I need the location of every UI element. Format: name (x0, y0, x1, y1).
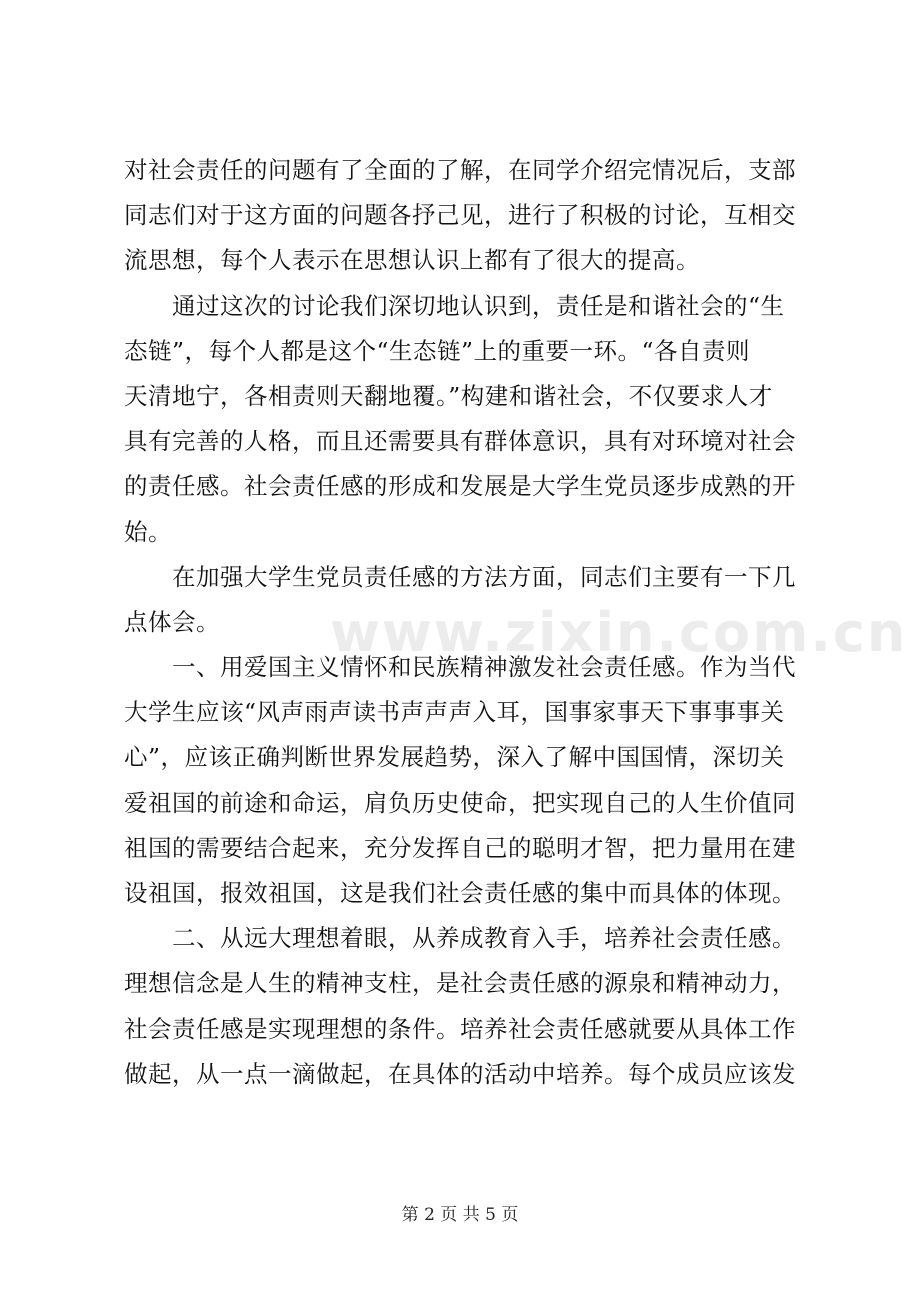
text-line: 具有完善的人格，而且还需要具有群体意识，具有对环境对社会 (124, 427, 796, 456)
text-line: 态链”，每个人都是这个“生态链”上的重要一环。“各自责则 (124, 336, 751, 365)
text-line: 爱祖国的前途和命运，肩负历史使命，把实现自己的人生价值同 (124, 788, 796, 817)
text-line: 理想信念是人生的精神支柱，是社会责任感的源泉和精神动力， (124, 969, 796, 998)
text-line: 同志们对于这方面的问题各抒己见，进行了积极的讨论，互相交 (124, 201, 796, 230)
watermark: www.zixin.com.cn (330, 601, 908, 664)
text-line: 大学生应该“风声雨声读书声声声入耳，国事家事天下事事事关 (124, 698, 785, 727)
text-line: 社会责任感是实现理想的条件。培养社会责任感就要从具体工作 (124, 1014, 796, 1043)
text-line: 通过这次的讨论我们深切地认识到，责任是和谐社会的“生 (172, 291, 785, 320)
text-line: 的责任感。社会责任感的形成和发展是大学生党员逐步成熟的开 (124, 472, 796, 501)
text-line: 天清地宁，各相责则天翻地覆。”构建和谐社会，不仅要求人才 (124, 381, 773, 410)
text-line: 对社会责任的问题有了全面的了解，在同学介绍完情况后，支部 (124, 156, 796, 184)
text-line: 点体会。 (124, 607, 220, 636)
text-line: 始。 (124, 517, 172, 546)
text-line: 一、用爱国主义情怀和民族精神激发社会责任感。作为当代 (172, 653, 796, 682)
text-line: 做起，从一点一滴做起，在具体的活动中培养。每个成员应该发 (124, 1059, 796, 1088)
text-line: 二、从远大理想着眼，从养成教育入手，培养社会责任感。 (172, 924, 796, 953)
text-line: 在加强大学生党员责任感的方法方面，同志们主要有一下几 (172, 562, 796, 591)
text-line: 流思想，每个人表示在思想认识上都有了很大的提高。 (124, 246, 700, 275)
text-line: 设祖国，报效祖国，这是我们社会责任感的集中而具体的体现。 (124, 879, 796, 907)
page-footer: 第 2 页 共 5 页 (401, 1205, 519, 1225)
text-line: 祖国的需要结合起来，充分发挥自己的聪明才智，把力量用在建 (124, 833, 796, 862)
text-line: 心”，应该正确判断世界发展趋势，深入了解中国国情，深切关 (124, 743, 785, 772)
